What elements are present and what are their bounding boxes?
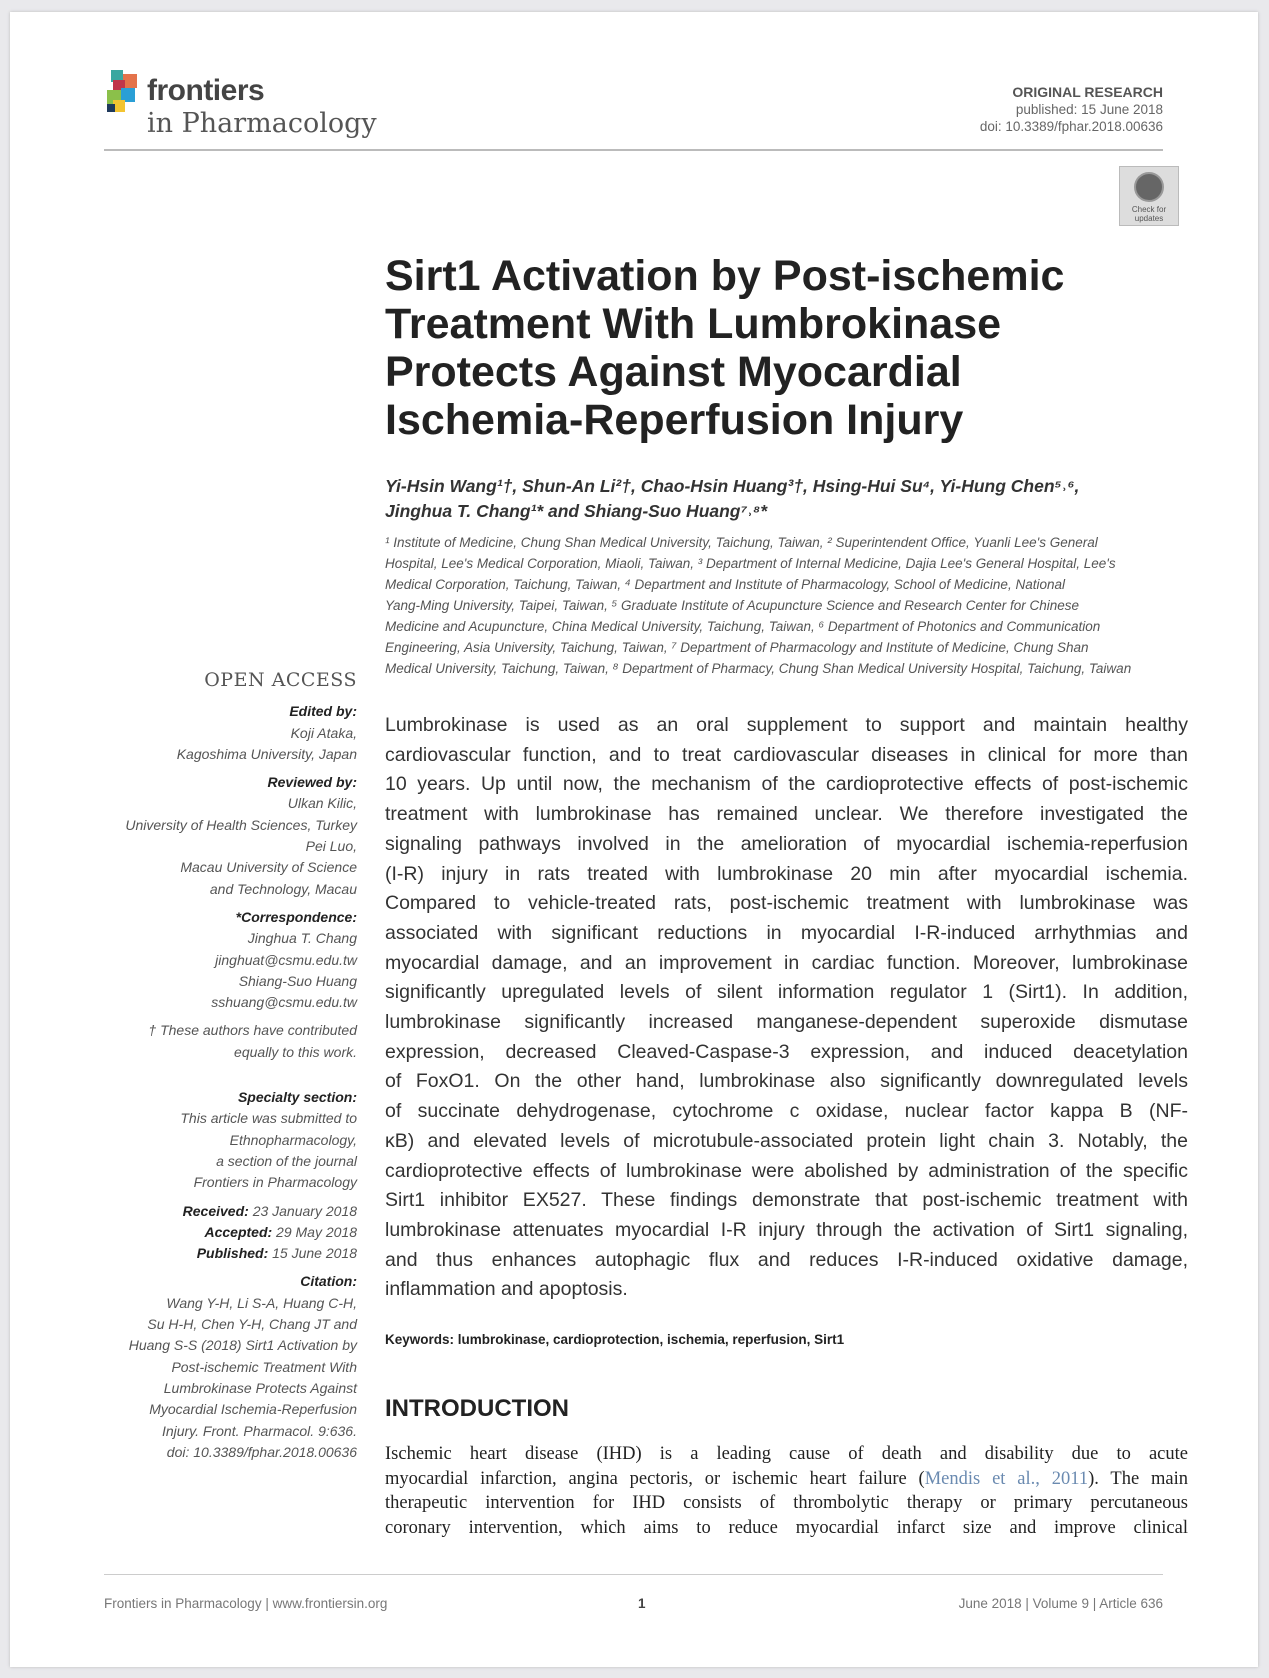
abstract-line: Lumbrokinase is used as an oral supplement to support and maintain healthy bbox=[385, 714, 1188, 736]
abstract-line: Sirt1 inhibitor EX527. These findings demonstrate that post-ischemic treatment with bbox=[385, 1189, 1188, 1212]
introduction-heading: INTRODUCTION bbox=[385, 1395, 569, 1422]
affiliations bbox=[385, 532, 1190, 679]
journal-name: frontiers bbox=[147, 74, 265, 107]
title-line: Sirt1 Activation by Post-ischemic bbox=[385, 252, 1065, 300]
accepted-date: Accepted: 29 May 2018 bbox=[204, 1223, 357, 1240]
note-line: † These authors have contributed bbox=[148, 1022, 357, 1039]
citation-line: Myocardial Ischemia-Reperfusion bbox=[149, 1401, 357, 1418]
specialty-label: Specialty section: bbox=[237, 1089, 357, 1106]
abstract-line: κB) and elevated levels of microtubule-associated protein light chain 3. Notably, the bbox=[385, 1129, 1188, 1152]
published-date-side: Published: 15 June 2018 bbox=[196, 1245, 357, 1262]
reviewed-by-label: Reviewed by: bbox=[267, 774, 357, 791]
citation-line: Huang S-S (2018) Sirt1 Activation by bbox=[128, 1337, 357, 1354]
abstract-line: myocardial damage, and an improvement in cardiac function. Moreover, lumbrokinase bbox=[385, 951, 1188, 974]
abstract-line: signaling pathways involved in the amelioration of myocardial ischemia-reperfusion bbox=[385, 832, 1188, 855]
abstract-line: cardioprotective effects of lumbrokinase were abolished by administration of the specific bbox=[385, 1159, 1188, 1182]
abstract bbox=[385, 711, 1188, 1305]
journal-logo bbox=[105, 68, 377, 139]
frontiers-logo-icon bbox=[105, 68, 145, 114]
title-line: Ischemia-Reperfusion Injury bbox=[385, 396, 964, 444]
affiliation-line: Medical University, Taichung, Taiwan, ⁸ Department of Pharmacy, Chung Shan Medical University Hospital, Taichung, Taiwan bbox=[385, 661, 1132, 676]
editor-line: Koji Ataka, bbox=[290, 724, 357, 741]
abstract-line: of succinate dehydrogenase, cytochrome c oxidase, nuclear factor kappa B (NF- bbox=[385, 1100, 1188, 1123]
doi[interactable]: doi: 10.3389/fphar.2018.00636 bbox=[979, 119, 1163, 134]
reviewer-line: and Technology, Macau bbox=[209, 880, 357, 897]
affiliation-line: Medical Corporation, Taichung, Taiwan, ⁴ Department and Institute of Pharmacology, School of Medicine, National bbox=[385, 577, 1065, 592]
footer-divider bbox=[104, 1574, 1163, 1575]
introduction-text: Ischemic heart disease (IHD) is a leading cause of death and disability due to acute myocardial infarction, angina pectoris, or ischemic heart failure (Mendis et al., 2011). The main therapeutic intervention for IHD consists of thrombolytic therapy or primary percutaneous coronary intervention, which aims to reduce myocardial infarct size and improve clinical bbox=[385, 1444, 1189, 1538]
abstract-line: inflammation and apoptosis. bbox=[385, 1278, 628, 1301]
citation-line: Wang Y-H, Li S-A, Huang C-H, bbox=[166, 1294, 357, 1311]
abstract-line: associated with significant reductions in myocardial I-R-induced arrhythmias and bbox=[385, 921, 1188, 944]
reviewer-line: Pei Luo, bbox=[305, 838, 357, 855]
note-line: equally to this work. bbox=[234, 1043, 357, 1060]
reviewer-line: Ulkan Kilic, bbox=[287, 795, 357, 812]
affiliation-line: Engineering, Asia University, Taichung, Taiwan, ⁷ Department of Pharmacology and Institute of Medicine, Chung Shan bbox=[385, 640, 1089, 655]
article-meta bbox=[980, 84, 1163, 135]
specialty-line: Frontiers in Pharmacology bbox=[193, 1174, 357, 1191]
email-link: Jinghua T. Chang bbox=[247, 930, 357, 947]
author-list bbox=[385, 474, 1079, 524]
abstract-line: expression, decreased Cleaved-Caspase-3 expression, and induced deacetylation bbox=[385, 1040, 1188, 1063]
author-line: Jinghua T. Chang¹* and Shiang-Suo Huang⁷˒⁸* bbox=[385, 501, 768, 521]
open-access-label: OPEN ACCESS bbox=[204, 669, 357, 691]
title-line: Treatment With Lumbrokinase bbox=[385, 300, 1002, 348]
author-line: Yi-Hsin Wang¹†, Shun-An Li²†, Chao-Hsin Huang³†, Hsing-Hui Su⁴, Yi-Hung Chen⁵˒⁶, bbox=[385, 476, 1080, 496]
affiliation-line: Medicine and Acupuncture, China Medical University, Taichung, Taiwan, ⁶ Department of Photonics and Communication bbox=[385, 619, 1101, 634]
citation-line: Post-ischemic Treatment With bbox=[171, 1358, 357, 1375]
affiliation-line: Yang-Ming University, Taipei, Taiwan, ⁵ Graduate Institute of Acupuncture Science and Research Center for Chinese bbox=[385, 598, 1080, 613]
article-title bbox=[385, 252, 1064, 444]
published-date: published: 15 June 2018 bbox=[1015, 102, 1163, 117]
article-type: ORIGINAL RESEARCH bbox=[1012, 84, 1163, 100]
email-link[interactable]: jinghuat@csmu.edu.tw bbox=[215, 951, 357, 968]
citation-line: Su H-H, Chen Y-H, Chang JT and bbox=[147, 1316, 357, 1333]
abstract-line: and thus enhances autophagic flux and reduces I-R-induced oxidative damage, bbox=[385, 1248, 1188, 1271]
editor-line: Kagoshima University, Japan bbox=[176, 745, 357, 762]
bookmark-icon bbox=[1134, 172, 1164, 202]
reference-link[interactable]: Mendis et al., 2011 bbox=[924, 1468, 1089, 1489]
footer-journal-link[interactable]: Frontiers in Pharmacology | www.frontiersin.org bbox=[104, 1596, 388, 1611]
citation-label: Citation: bbox=[300, 1273, 357, 1290]
footer-volume: June 2018 | Volume 9 | Article 636 bbox=[958, 1596, 1163, 1611]
abstract-line: significantly upregulated levels of silent information regulator 1 (Sirt1). In addition, bbox=[385, 981, 1188, 1004]
title-line: Protects Against Myocardial bbox=[385, 348, 962, 396]
abstract-line: of FoxO1. On the other hand, lumbrokinase also significantly downregulated levels bbox=[385, 1070, 1188, 1093]
header-divider bbox=[104, 149, 1163, 151]
sidebar bbox=[50, 670, 357, 1463]
reviewer-line: University of Health Sciences, Turkey bbox=[125, 816, 357, 833]
citation-line: doi: 10.3389/fphar.2018.00636 bbox=[166, 1443, 357, 1460]
document-page bbox=[10, 12, 1258, 1667]
reviewer-line: Macau University of Science bbox=[180, 859, 357, 876]
specialty-line: This article was submitted to bbox=[180, 1110, 357, 1127]
journal-subtitle: in Pharmacology bbox=[147, 108, 377, 139]
correspondence-label: *Correspondence: bbox=[235, 908, 357, 925]
abstract-line: lumbrokinase attenuates myocardial I-R injury through the activation of Sirt1 signaling, bbox=[385, 1218, 1188, 1241]
abstract-line: Compared to vehicle-treated rats, post-ischemic treatment with lumbrokinase was bbox=[385, 892, 1188, 915]
specialty-line: Ethnopharmacology, bbox=[229, 1131, 357, 1148]
abstract-line: 10 years. Up until now, the mechanism of the cardioprotective effects of post-ischemic bbox=[385, 773, 1188, 796]
citation-line: Injury. Front. Pharmacol. 9:636. bbox=[161, 1422, 357, 1439]
abstract-line: (I-R) injury in rats treated with lumbrokinase 20 min after myocardial ischemia. bbox=[385, 862, 1188, 885]
check-for-updates-button[interactable]: Check for updates bbox=[1119, 166, 1179, 226]
abstract-line: lumbrokinase significantly increased manganese-dependent superoxide dismutase bbox=[385, 1011, 1188, 1034]
email-link[interactable]: sshuang@csmu.edu.tw bbox=[211, 994, 357, 1011]
affiliation-line: ¹ Institute of Medicine, Chung Shan Medical University, Taichung, Taiwan, ² Superintendent Office, Yuanli Lee's General bbox=[385, 535, 1098, 550]
citation-line: Lumbrokinase Protects Against bbox=[163, 1379, 357, 1396]
page-number: 1 bbox=[638, 1596, 646, 1611]
abstract-line: cardiovascular function, and to treat cardiovascular diseases in clinical for more than bbox=[385, 743, 1188, 766]
keywords: Keywords: lumbrokinase, cardioprotection, ischemia, reperfusion, Sirt1 bbox=[385, 1332, 845, 1347]
abstract-line: treatment with lumbrokinase has remained unclear. We therefore investigated the bbox=[385, 803, 1188, 826]
affiliation-line: Hospital, Lee's Medical Corporation, Miaoli, Taiwan, ³ Department of Internal Medicine, Dajia Lee's General Hospital, Lee's bbox=[385, 556, 1116, 571]
edited-by-label: Edited by: bbox=[289, 703, 357, 720]
email-link: Shiang-Suo Huang bbox=[238, 972, 357, 989]
specialty-line: a section of the journal bbox=[216, 1152, 357, 1169]
received-date: Received: 23 January 2018 bbox=[182, 1202, 357, 1219]
